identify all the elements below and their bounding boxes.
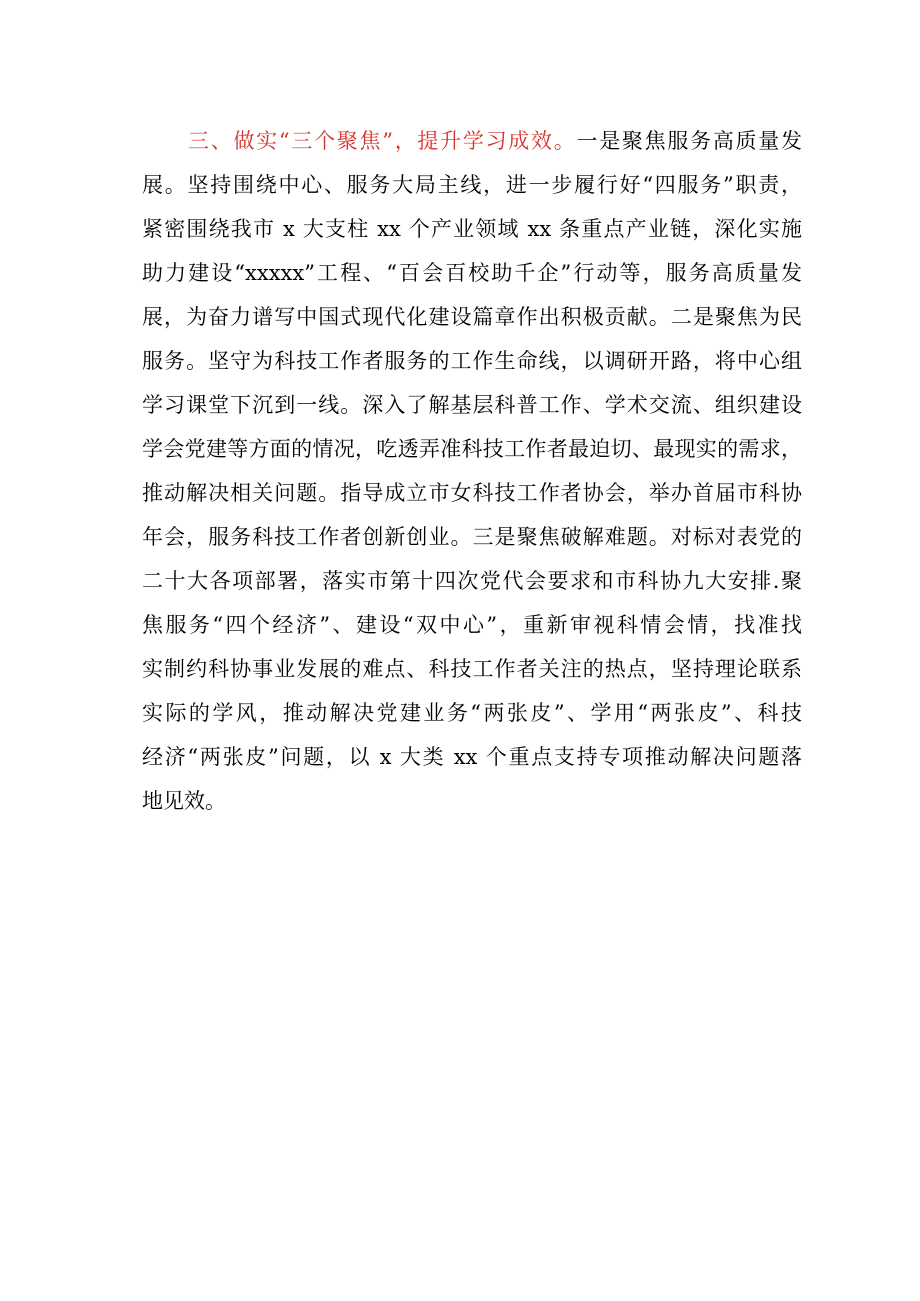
paragraph-line-10: 年会，服务科技工作者创新创业。三是聚焦破解难题。对标对表党的 [142,525,802,549]
paragraph-line-5: 展，为奋力谱写中国式现代化建设篇章作出积极贡献。二是聚焦为民 [142,305,802,329]
paragraph-line-2: 展。坚持围绕中心、服务大局主线，进一步履行好“四服务”职责， [142,173,802,197]
paragraph-line-15: 经济“两张皮”问题，以 x 大类 xx 个重点支持专项推动解决问题落 [142,745,802,769]
paragraph-line-7: 学习课堂下沉到一线。深入了解基层科普工作、学术交流、组织建设 [142,393,802,417]
body-paragraph [142,119,802,823]
paragraph-line-16: 地见效。 [142,789,226,813]
paragraph-line-4: 助力建设“xxxxx”工程、“百会百校助千企”行动等，服务高质量发 [142,261,802,285]
section-heading: 三、做实“三个聚焦”，提升学习成效。 [188,129,577,153]
first-line-text: 一是聚焦服务高质量发 [576,129,802,153]
paragraph-line-1 [142,119,802,163]
paragraph-line-9: 推动解决相关问题。指导成立市女科技工作者协会，举办首届市科协 [142,481,802,505]
paragraph-line-14: 实际的学风，推动解决党建业务“两张皮”、学用“两张皮”、科技 [142,701,802,725]
paragraph-line-8: 学会党建等方面的情况，吃透弄准科技工作者最迫切、最现实的需求， [142,437,802,461]
paragraph-line-6: 服务。坚守为科技工作者服务的工作生命线，以调研开路，将中心组 [142,349,802,373]
paragraph-line-11: 二十大各项部署，落实市第十四次党代会要求和市科协九大安排.聚 [142,569,802,593]
paragraph-line-3: 紧密围绕我市 x 大支柱 xx 个产业领域 xx 条重点产业链，深化实施 [142,217,802,241]
paragraph-line-12: 焦服务“四个经济”、建设“双中心”，重新审视科情会情，找准找 [142,613,802,637]
paragraph-line-13: 实制约科协事业发展的难点、科技工作者关注的热点，坚持理论联系 [142,657,802,681]
